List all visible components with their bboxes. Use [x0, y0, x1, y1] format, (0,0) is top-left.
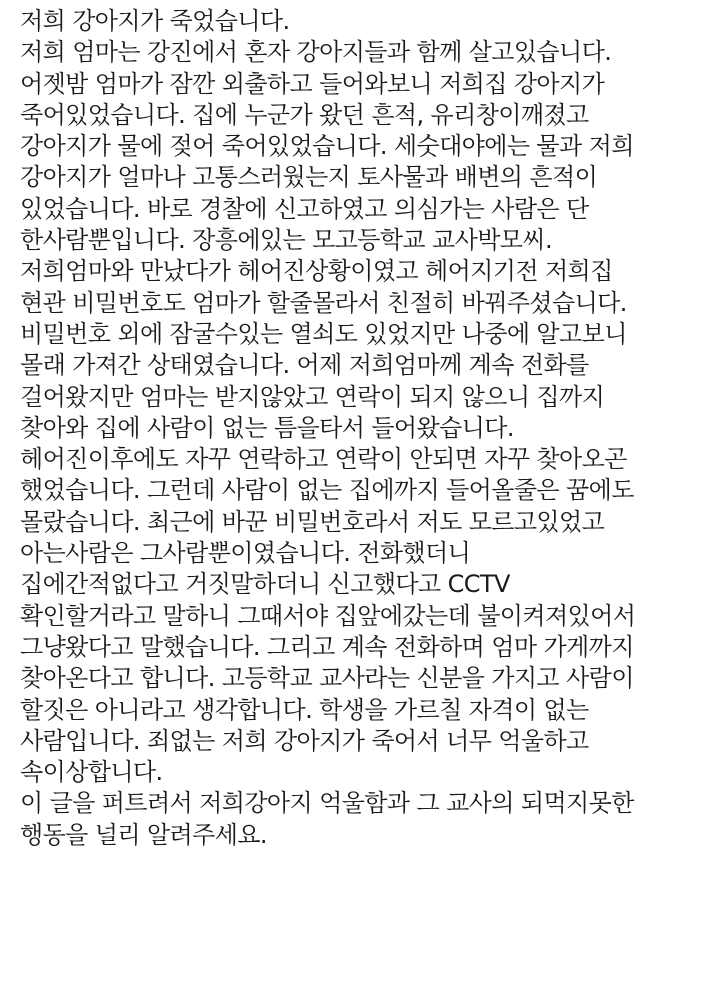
text-line: 어젯밤 엄마가 잠깐 외출하고 들어와보니 저희집 강아지가 [20, 69, 605, 98]
text-line: 사람입니다. 죄없는 저희 강아지가 죽어서 너무 억울하고 [20, 726, 589, 755]
text-line: 현관 비밀번호도 엄마가 할줄몰라서 친절히 바꿔주셨습니다. [20, 288, 627, 317]
text-line: 행동을 널리 알려주세요. [20, 820, 267, 849]
text-line: 그냥왔다고 말했습니다. 그리고 계속 전화하며 엄마 가게까지 [20, 632, 634, 661]
text-line: 한사람뿐입니다. 장흥에있는 모고등학교 교사박모씨. [20, 226, 552, 255]
text-line: 아는사람은 그사람뿐이였습니다. 전화했더니 [20, 539, 471, 568]
text-line: 있었습니다. 바로 경찰에 신고하였고 의심가는 사람은 단 [20, 194, 589, 223]
text-line: 몰랐습니다. 최근에 바꾼 비밀번호라서 저도 모르고있었고 [20, 507, 605, 536]
text-line: 죽어있었습니다. 집에 누군가 왔던 흔적, 유리창이깨졌고 [20, 100, 589, 129]
text-line: 저희엄마와 만났다가 헤어진상황이였고 헤어지기전 저희집 [20, 257, 613, 286]
text-line: 집에간적없다고 거짓말하더니 신고했다고 CCTV [20, 570, 510, 599]
text-line: 찾아와 집에 사람이 없는 틈을타서 들어왔습니다. [20, 413, 514, 442]
text-line: 확인할거라고 말하니 그때서야 집앞에갔는데 불이켜져있어서 [20, 601, 636, 630]
text-line: 했었습니다. 그런데 사람이 없는 집에까지 들어올줄은 꿈에도 [20, 476, 634, 505]
text-line: 비밀번호 외에 잠굴수있는 열쇠도 있었지만 나중에 알고보니 [20, 319, 627, 348]
text-line: 강아지가 얼마나 고통스러웠는지 토사물과 배변의 흔적이 [20, 163, 598, 192]
text-line: 찾아온다고 합니다. 고등학교 교사라는 신분을 가지고 사람이 [20, 664, 634, 693]
text-line: 강아지가 물에 젖어 죽어있었습니다. 세숫대야에는 물과 저희 [20, 132, 634, 161]
text-line: 저희 엄마는 강진에서 혼자 강아지들과 함께 살고있습니다. [20, 38, 612, 67]
text-line: 헤어진이후에도 자꾸 연락하고 연락이 안되면 자꾸 찾아오곤 [20, 445, 627, 474]
text-line: 걸어왔지만 엄마는 받지않았고 연락이 되지 않으니 집까지 [20, 382, 605, 411]
text-line-title: 저희 강아지가 죽었습니다. [20, 7, 290, 35]
text-line: 할짓은 아니라고 생각합니다. 학생을 가르칠 자격이 없는 [20, 695, 589, 724]
text-line: 몰래 가져간 상태였습니다. 어제 저희엄마께 계속 전화를 [20, 351, 589, 380]
text-line: 속이상합니다. [20, 758, 163, 787]
text-line: 이 글을 퍼트려서 저희강아지 억울함과 그 교사의 되먹지못한 [20, 789, 634, 818]
